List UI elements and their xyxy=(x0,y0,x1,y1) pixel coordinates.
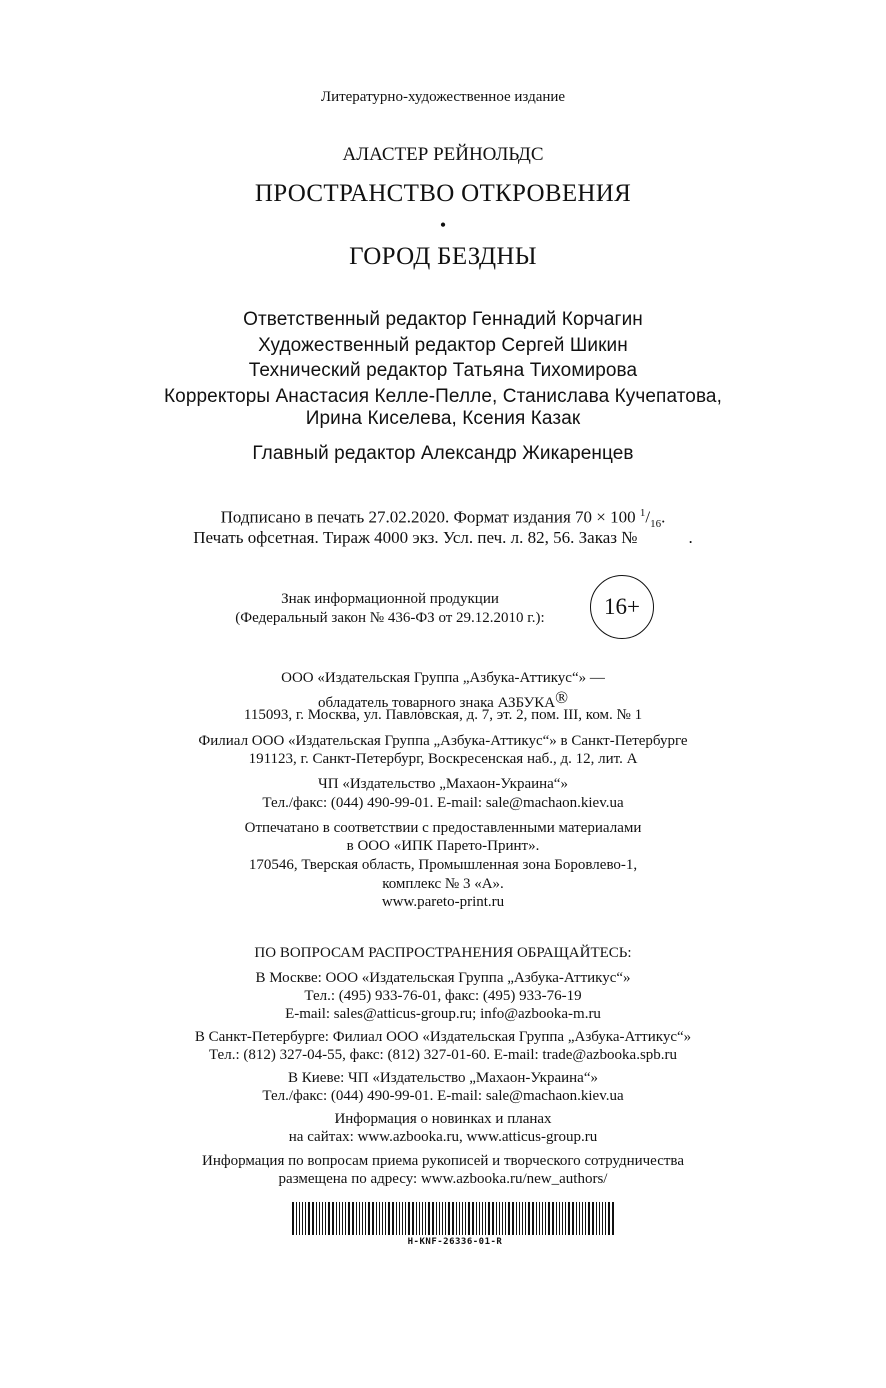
barcode-bar xyxy=(536,1202,537,1235)
publisher-line-1: ООО «Издательская Группа „Азбука-Аттикус“» — xyxy=(281,670,605,686)
barcode-bar xyxy=(425,1202,426,1235)
barcode-bar xyxy=(439,1202,440,1235)
print-info-line-1: Подписано в печать 27.02.2020. Формат издания 70 × 100 $^1/_{16}$. xyxy=(220,507,666,531)
fraction-denominator: 16 xyxy=(650,518,662,531)
barcode-bar xyxy=(579,1202,580,1235)
barcode-bar xyxy=(516,1202,517,1235)
ukraine-publisher: ЧП «Издательство „Махаон-Украина“» xyxy=(318,776,568,792)
barcode-bar xyxy=(422,1202,423,1235)
branch-line-2: 191123, г. Санкт-Петербург, Воскресенская наб., д. 12, лит. А xyxy=(248,751,638,767)
manuscript-line-2: размещена по адресу: www.azbooka.ru/new_authors/ xyxy=(278,1171,608,1187)
barcode-bar xyxy=(565,1202,566,1235)
barcode-bar xyxy=(442,1202,443,1235)
moscow-line-3: E-mail: sales@atticus-group.ru; info@azbooka-m.ru xyxy=(285,1006,601,1022)
barcode-bar xyxy=(612,1202,614,1235)
ukraine-contact: Тел./факс: (044) 490-99-01. E-mail: sale@machaon.kiev.ua xyxy=(262,795,624,811)
print-format: Подписано в печать 27.02.2020. Формат издания 70 × 100 xyxy=(220,507,636,527)
barcode-bar xyxy=(482,1202,483,1235)
printer-line-1: Отпечатано в соответствии с предоставленными материалами xyxy=(244,820,642,836)
barcode-bar xyxy=(356,1202,357,1235)
barcode-bar xyxy=(592,1202,594,1235)
kiev-line-2: Тел./факс: (044) 490-99-01. E-mail: sale@machaon.kiev.ua xyxy=(262,1088,624,1104)
credit-line: Ответственный редактор Геннадий Корчагин xyxy=(243,309,643,330)
barcode-bar xyxy=(316,1202,317,1235)
barcode-image xyxy=(290,1202,620,1235)
barcode-bar xyxy=(602,1202,603,1235)
barcode-bar xyxy=(528,1202,530,1235)
barcode-bar xyxy=(532,1202,534,1235)
barcode-bar xyxy=(348,1202,350,1235)
barcode-bar xyxy=(572,1202,574,1235)
age-rating-text xyxy=(200,590,580,628)
barcode-bar xyxy=(545,1202,546,1235)
moscow-line-1: В Москве: ООО «Издательская Группа „Азбука-Аттикус“» xyxy=(255,970,631,986)
age-rating-line-2: (Федеральный закон № 436-ФЗ от 29.12.2010 г.): xyxy=(235,610,545,626)
barcode-bar xyxy=(412,1202,414,1235)
barcode-bar xyxy=(292,1202,294,1235)
barcode-bar xyxy=(359,1202,360,1235)
barcode-bar xyxy=(472,1202,474,1235)
fraction-numerator: 1 xyxy=(639,507,646,519)
barcode-bar xyxy=(376,1202,377,1235)
barcode-bar xyxy=(468,1202,470,1235)
book-title-1: ПРОСТРАНСТВО ОТКРОВЕНИЯ xyxy=(254,180,632,207)
barcode-bar xyxy=(322,1202,323,1235)
barcode-bar xyxy=(445,1202,446,1235)
barcode-bar xyxy=(562,1202,563,1235)
genre-line: Литературно-художественное издание xyxy=(320,89,566,105)
barcode-bar xyxy=(419,1202,420,1235)
barcode-bar xyxy=(448,1202,450,1235)
barcode-bar xyxy=(492,1202,494,1235)
barcode-bar xyxy=(452,1202,454,1235)
barcode-bar xyxy=(372,1202,374,1235)
barcode-bar xyxy=(296,1202,297,1235)
branch-line-1: Филиал ООО «Издательская Группа „Азбука-Аттикус“» в Санкт-Петербурге xyxy=(198,733,688,749)
credit-line: Художественный редактор Сергей Шикин xyxy=(258,335,628,356)
barcode-bar xyxy=(365,1202,366,1235)
barcode-bar xyxy=(519,1202,520,1235)
age-rating-line-1: Знак информационной продукции xyxy=(281,591,499,607)
chief-editor: Главный редактор Александр Жикаренцев xyxy=(252,443,634,464)
distribution-heading: ПО ВОПРОСАМ РАСПРОСТРАНЕНИЯ ОБРАЩАЙТЕСЬ: xyxy=(254,945,632,961)
moscow-line-2: Тел.: (495) 933-76-01, факс: (495) 933-76-19 xyxy=(304,988,582,1004)
barcode-bar xyxy=(479,1202,480,1235)
barcode-bar xyxy=(522,1202,523,1235)
barcode-bar xyxy=(352,1202,354,1235)
printer-line-4: комплекс № 3 «А». xyxy=(382,876,504,892)
barcode-bar xyxy=(605,1202,606,1235)
barcode-bar xyxy=(465,1202,466,1235)
barcode-bar xyxy=(462,1202,463,1235)
barcode-bar xyxy=(308,1202,310,1235)
barcode-bar xyxy=(542,1202,543,1235)
barcode-bar xyxy=(342,1202,343,1235)
barcode-bar xyxy=(325,1202,326,1235)
credit-line: Корректоры Анастасия Келле-Пелле, Станислава Кучепатова, xyxy=(164,386,722,407)
barcode-bar xyxy=(459,1202,460,1235)
registered-mark: ® xyxy=(555,688,569,707)
barcode-label: H-KNF-26336-01-R xyxy=(407,1237,503,1247)
barcode-bar xyxy=(499,1202,500,1235)
barcode-bar xyxy=(302,1202,303,1235)
barcode-bar xyxy=(396,1202,397,1235)
barcode-bar xyxy=(402,1202,403,1235)
printer-line-3: 170546, Тверская область, Промышленная зона Боровлево-1, xyxy=(248,857,638,873)
barcode-bar xyxy=(508,1202,510,1235)
barcode-bar xyxy=(496,1202,497,1235)
barcode-bar xyxy=(436,1202,437,1235)
barcode-bar xyxy=(385,1202,386,1235)
barcode-bar xyxy=(485,1202,486,1235)
print-info-line-2: Печать офсетная. Тираж 4000 экз. Усл. печ. л. 82, 56. Заказ № . xyxy=(193,528,693,547)
barcode-bar xyxy=(525,1202,526,1235)
barcode-bar xyxy=(488,1202,490,1235)
book-title-2: ГОРОД БЕЗДНЫ xyxy=(349,243,537,270)
barcode-bar xyxy=(416,1202,417,1235)
barcode-bar xyxy=(332,1202,334,1235)
credit-line: Ирина Киселева, Ксения Казак xyxy=(305,408,581,429)
kiev-line-1: В Киеве: ЧП «Издательство „Махаон-Украина“» xyxy=(288,1070,598,1086)
barcode-bar xyxy=(539,1202,540,1235)
barcode-bar xyxy=(336,1202,337,1235)
barcode-bar xyxy=(556,1202,557,1235)
barcode-bar xyxy=(299,1202,300,1235)
barcode-bar xyxy=(328,1202,330,1235)
barcode-bar xyxy=(432,1202,434,1235)
barcode-bar xyxy=(408,1202,410,1235)
barcode-bar xyxy=(599,1202,600,1235)
barcode-bar xyxy=(388,1202,390,1235)
barcode-bar xyxy=(576,1202,577,1235)
barcode-bar xyxy=(379,1202,380,1235)
barcode-bar xyxy=(588,1202,590,1235)
info-line-2: на сайтах: www.azbooka.ru, www.atticus-group.ru xyxy=(288,1129,598,1145)
printer-website: www.pareto-print.ru xyxy=(381,894,505,910)
printer-line-2: в ООО «ИПК Парето-Принт». xyxy=(346,838,540,854)
info-line-1: Информация о новинках и планах xyxy=(334,1111,552,1127)
barcode-bar xyxy=(392,1202,394,1235)
barcode-bar xyxy=(552,1202,554,1235)
title-separator: • xyxy=(439,215,447,235)
barcode-bar xyxy=(405,1202,406,1235)
barcode-bar xyxy=(368,1202,370,1235)
spb-line-1: В Санкт-Петербурге: Филиал ООО «Издательская Группа „Азбука-Аттикус“» xyxy=(194,1029,692,1045)
barcode-bar xyxy=(512,1202,514,1235)
barcode-bar xyxy=(305,1202,306,1235)
barcode-bar xyxy=(585,1202,586,1235)
barcode-bar xyxy=(505,1202,506,1235)
barcode-bar xyxy=(608,1202,610,1235)
trademark-text: обладатель товарного знака АЗБУКА xyxy=(317,695,556,711)
barcode-bar xyxy=(568,1202,570,1235)
barcode-bar xyxy=(582,1202,583,1235)
barcode-bar xyxy=(502,1202,503,1235)
barcode-bar xyxy=(428,1202,430,1235)
manuscript-line-1: Информация по вопросам приема рукописей и творческого сотрудничества xyxy=(202,1153,684,1169)
barcode-bar xyxy=(382,1202,383,1235)
barcode-bar xyxy=(312,1202,314,1235)
barcode-bar xyxy=(596,1202,597,1235)
credit-line: Технический редактор Татьяна Тихомирова xyxy=(248,360,638,381)
barcode-bar xyxy=(339,1202,340,1235)
barcode-bar xyxy=(319,1202,320,1235)
author-name: АЛАСТЕР РЕЙНОЛЬДС xyxy=(342,144,544,165)
barcode-bar xyxy=(559,1202,560,1235)
barcode-bar xyxy=(345,1202,346,1235)
barcode-bar xyxy=(362,1202,363,1235)
print-format-end: . xyxy=(661,507,666,527)
barcode-bar xyxy=(476,1202,477,1235)
spb-line-2: Тел.: (812) 327-04-55, факс: (812) 327-01-60. E-mail: trade@azbooka.spb.ru xyxy=(208,1047,678,1063)
barcode-bar xyxy=(399,1202,400,1235)
publisher-address: 115093, г. Москва, ул. Павловская, д. 7, эт. 2, пом. III, ком. № 1 xyxy=(243,707,643,723)
barcode-bar xyxy=(456,1202,457,1235)
barcode-bar xyxy=(548,1202,550,1235)
age-rating-badge: 16+ xyxy=(590,575,654,639)
